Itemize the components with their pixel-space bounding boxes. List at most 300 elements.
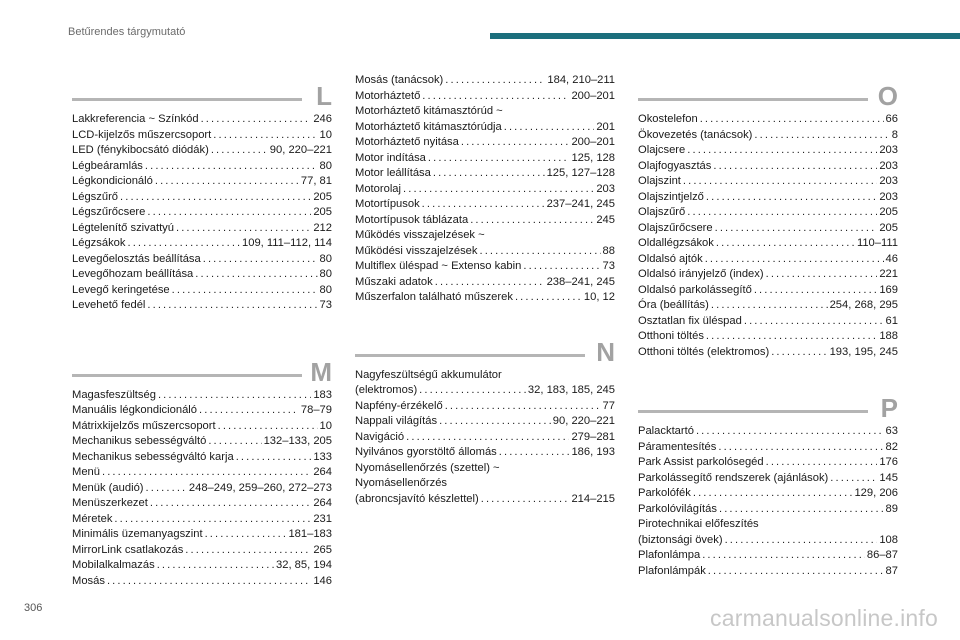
index-entry: [72, 159, 332, 175]
entry-pages: 77: [602, 399, 615, 412]
entry-term: Nappali világítás: [355, 415, 438, 427]
entry-pages: 203: [596, 182, 615, 195]
dot-leader: [128, 236, 241, 252]
section-rule: [72, 98, 302, 101]
index-entry: [638, 267, 898, 283]
entry-term: Levegőelosztás beállítása: [72, 252, 201, 265]
page-number: 306: [24, 602, 43, 614]
index-entry: [72, 174, 332, 190]
dot-leader: [754, 283, 878, 299]
entry-pages: 87: [885, 564, 898, 577]
entry-term: Olajcsere: [638, 144, 686, 156]
entry-pages: 200–201: [571, 89, 615, 102]
entry-pages: 186, 193: [571, 446, 615, 458]
entry-term: Oldalsó ajtók: [638, 252, 703, 265]
index-entry: [355, 244, 615, 260]
index-entry: [355, 197, 615, 213]
entry-term: Olajszűrőcsere: [638, 221, 713, 234]
index-entry: [72, 450, 332, 466]
index-column-1: [72, 78, 332, 589]
entry-term: Méretek: [72, 512, 113, 525]
dot-leader: [830, 471, 877, 487]
entry-pages: 90, 220–221: [552, 415, 615, 427]
dot-leader: [771, 345, 827, 361]
dot-leader: [155, 174, 299, 190]
index-entry: [355, 368, 615, 384]
entry-term: Palacktartó: [638, 425, 694, 437]
entry-term: Működési visszajelzések: [355, 244, 478, 257]
index-entry: [638, 502, 898, 518]
index-entry: [355, 151, 615, 167]
entry-pages: 10: [319, 419, 332, 432]
entry-pages: 203: [879, 159, 898, 172]
entry-term: Parkolófék: [638, 487, 691, 499]
dot-leader: [213, 128, 317, 144]
dot-leader: [199, 403, 299, 419]
entry-term: Lakkreferencia ~ Színkód: [72, 113, 199, 125]
index-entry: [72, 298, 332, 314]
entry-pages: 80: [319, 268, 332, 280]
dot-leader: [504, 120, 595, 136]
dot-leader: [766, 455, 878, 471]
entry-pages: 279–281: [571, 430, 615, 443]
entry-term: Nyilvános gyorstöltő állomás: [355, 446, 497, 458]
index-entry: [355, 461, 615, 477]
dot-leader: [205, 527, 287, 543]
entry-term: Olajszűrő: [638, 206, 686, 218]
section-header-m: [72, 354, 332, 388]
section-letter: L: [316, 81, 332, 111]
dot-leader: [439, 414, 551, 430]
dot-leader: [158, 388, 311, 404]
index-entry: [355, 120, 615, 136]
entry-term: Olajszintjelző: [638, 190, 704, 203]
entry-term: (biztonsági övek): [638, 533, 723, 546]
dot-leader: [515, 290, 582, 306]
dot-leader: [461, 135, 570, 151]
index-entry: [638, 143, 898, 159]
dot-leader: [435, 275, 545, 291]
entry-pages: 245: [596, 213, 615, 226]
entry-term: Motorháztető nyitása: [355, 136, 459, 148]
entry-term: Műszaki adatok: [355, 275, 433, 288]
dot-leader: [146, 481, 187, 497]
entry-pages: 80: [319, 252, 332, 265]
index-entry: [355, 89, 615, 105]
entry-term: Mobilalkalmazás: [72, 559, 155, 571]
dot-leader: [157, 558, 274, 574]
entry-term: Motortípusok: [355, 198, 420, 210]
dot-leader: [702, 548, 865, 564]
entry-pages: 88: [602, 244, 615, 257]
dot-leader: [428, 151, 570, 167]
index-entry: [638, 236, 898, 252]
dot-leader: [208, 434, 261, 450]
index-entry: [72, 403, 332, 419]
index-entry: [355, 259, 615, 275]
entry-pages: 205: [879, 206, 898, 218]
index-entry: [355, 383, 615, 399]
entry-term: Motorháztető kitámasztórúdja: [355, 120, 502, 133]
entry-pages: 264: [313, 497, 332, 509]
index-entry: [72, 543, 332, 559]
entry-term: Mosás: [72, 574, 105, 587]
entry-pages: 80: [319, 283, 332, 296]
entry-term: Oldalsó irányjelző (index): [638, 268, 764, 280]
entry-term: Navigáció: [355, 430, 405, 443]
entry-term: Motor indítása: [355, 151, 426, 164]
entry-pages: 214–215: [571, 492, 615, 505]
dot-leader: [715, 221, 878, 237]
index-entry: [638, 221, 898, 237]
entry-pages: 32, 85, 194: [276, 559, 332, 571]
dot-leader: [754, 128, 889, 144]
entry-term: Parkolássegítő rendszerek (ajánlások): [638, 471, 829, 484]
entry-term: Motorolaj: [355, 182, 402, 195]
dot-leader: [422, 89, 569, 105]
dot-leader: [716, 236, 855, 252]
entry-term: Magasfeszültség: [72, 388, 156, 401]
entry-pages: 205: [879, 221, 898, 234]
entry-pages: 176: [879, 456, 898, 468]
dot-leader: [195, 267, 317, 283]
entry-term: Pirotechnikai előfeszítés: [638, 518, 759, 530]
entry-pages: 264: [313, 466, 332, 478]
index-entry: [355, 290, 615, 306]
entry-pages: 89: [885, 502, 898, 515]
index-entry: [638, 345, 898, 361]
dot-leader: [102, 465, 311, 481]
index-entry: [638, 174, 898, 190]
dot-leader: [766, 267, 878, 283]
dot-leader: [480, 244, 601, 260]
entry-term: Légszűrőcsere: [72, 206, 146, 218]
entry-pages: 73: [602, 260, 615, 272]
index-entry: [638, 533, 898, 549]
index-entry: [72, 112, 332, 128]
entry-pages: 8: [891, 128, 898, 141]
index-entry: [638, 424, 898, 440]
dot-leader: [696, 424, 884, 440]
dot-leader: [725, 533, 878, 549]
entry-term: Mosás (tanácsok): [355, 74, 444, 86]
entry-pages: 110–111: [856, 237, 898, 249]
entry-term: Nyomásellenőrzés: [355, 477, 448, 489]
entry-term: Osztatlan fix üléspad: [638, 314, 742, 327]
entry-pages: 246: [313, 113, 332, 125]
dot-leader: [711, 298, 828, 314]
index-entry: [72, 574, 332, 590]
dot-leader: [523, 259, 600, 275]
dot-leader: [403, 182, 594, 198]
entry-term: LED (fénykibocsátó diódák): [72, 144, 209, 156]
index-entry: [355, 476, 615, 492]
entry-pages: 132–133, 205: [263, 435, 332, 447]
index-entry: [72, 143, 332, 159]
dot-leader: [211, 143, 268, 159]
dot-leader: [406, 430, 569, 446]
index-column-2: [355, 73, 615, 507]
dot-leader: [713, 159, 877, 175]
dot-leader: [172, 283, 318, 299]
section-letter: O: [877, 81, 898, 111]
index-entry: [638, 283, 898, 299]
entry-pages: 80: [319, 159, 332, 172]
index-entry: [355, 166, 615, 182]
entry-pages: 61: [885, 314, 898, 327]
index-entry: [638, 455, 898, 471]
entry-term: Működés visszajelzések ~: [355, 229, 485, 241]
dot-leader: [718, 440, 883, 456]
dot-leader: [422, 197, 545, 213]
dot-leader: [693, 486, 853, 502]
entry-pages: 203: [879, 144, 898, 156]
entries-p: [638, 424, 898, 579]
entries-n: [355, 368, 615, 508]
index-entry: [638, 517, 898, 533]
index-entry: [638, 112, 898, 128]
entry-term: Menüszerkezet: [72, 497, 148, 509]
entry-pages: 10, 12: [583, 291, 615, 303]
entry-pages: 86–87: [866, 549, 898, 561]
dot-leader: [150, 496, 311, 512]
dot-leader: [683, 174, 877, 190]
entry-pages: 73: [319, 299, 332, 311]
entry-pages: 46: [885, 252, 898, 265]
entry-term: Mátrixkijelzős műszercsoport: [72, 419, 216, 432]
index-entry: [355, 445, 615, 461]
dot-leader: [499, 445, 570, 461]
entry-term: Légzsákok: [72, 237, 126, 249]
index-entry: [638, 314, 898, 330]
index-entry: [638, 128, 898, 144]
index-entry: [72, 512, 332, 528]
entry-term: (elektromos): [355, 384, 418, 396]
entries-o: [638, 112, 898, 360]
dot-leader: [700, 112, 884, 128]
entry-pages: 66: [885, 113, 898, 125]
section-header-p: [638, 390, 898, 424]
index-entry: [355, 135, 615, 151]
header-accent-bar: [490, 33, 960, 39]
section-rule: [355, 354, 585, 357]
index-entry: [72, 388, 332, 404]
dot-leader: [433, 166, 545, 182]
entry-term: Park Assist parkolósegéd: [638, 456, 764, 468]
index-entry: [355, 430, 615, 446]
entry-term: Parkolóvilágítás: [638, 502, 717, 515]
entry-term: Mechanikus sebességváltó karja: [72, 450, 234, 463]
index-entry: [72, 496, 332, 512]
index-entry: [72, 465, 332, 481]
entry-pages: 129, 206: [854, 487, 898, 499]
entry-term: Otthoni töltés (elektromos): [638, 345, 770, 358]
entry-pages: 237–241, 245: [546, 198, 615, 210]
dot-leader: [114, 512, 311, 528]
entry-pages: 248–249, 259–260, 272–273: [188, 481, 332, 494]
entry-pages: 90, 220–221: [269, 144, 332, 156]
index-entry: [72, 236, 332, 252]
index-entry: [72, 527, 332, 543]
entry-pages: 78–79: [300, 404, 332, 416]
index-entry: [638, 159, 898, 175]
entry-term: Légszűrő: [72, 190, 119, 203]
index-entry: [355, 492, 615, 508]
index-entry: [355, 73, 615, 89]
entries-m: [72, 388, 332, 590]
dot-leader: [236, 450, 312, 466]
entry-pages: 146: [313, 574, 332, 587]
dot-leader: [120, 190, 311, 206]
entry-term: Légkondicionáló: [72, 175, 153, 187]
entry-pages: 205: [313, 190, 332, 203]
entry-pages: 183: [313, 388, 332, 401]
index-entry: [638, 564, 898, 580]
entry-term: Páramentesítés: [638, 440, 717, 453]
entry-pages: 133: [313, 450, 332, 463]
index-entry: [72, 558, 332, 574]
section-header-l: [72, 78, 332, 112]
dot-leader: [145, 159, 318, 175]
entry-term: Műszerfalon található műszerek: [355, 291, 513, 303]
index-entry: [355, 182, 615, 198]
entry-term: Olajszint: [638, 175, 681, 187]
index-entry: [355, 228, 615, 244]
entry-term: Minimális üzemanyagszint: [72, 528, 203, 540]
entry-pages: 109, 111–112, 114: [242, 237, 332, 249]
entry-pages: 63: [885, 425, 898, 437]
entry-term: (abroncsjavító készlettel): [355, 492, 479, 505]
entry-pages: 10: [319, 128, 332, 141]
index-entry: [638, 329, 898, 345]
dot-leader: [445, 399, 601, 415]
entry-term: Óra (beállítás): [638, 299, 709, 311]
watermark: carmanualsonline.info: [710, 605, 938, 631]
index-entry: [72, 190, 332, 206]
dot-leader: [470, 213, 594, 229]
entry-term: Levehető fedél: [72, 299, 146, 311]
index-entry: [638, 252, 898, 268]
entry-term: Menü: [72, 466, 100, 478]
index-entry: [355, 104, 615, 120]
section-header-n: [355, 334, 615, 368]
dot-leader: [687, 205, 877, 221]
entry-pages: 32, 183, 185, 245: [527, 384, 615, 396]
index-entry: [638, 298, 898, 314]
entry-term: Levegőhozam beállítása: [72, 268, 194, 280]
section-rule: [638, 98, 868, 101]
dot-leader: [705, 252, 884, 268]
entry-term: Menük (audió): [72, 481, 144, 494]
index-entry: [72, 267, 332, 283]
entry-pages: 188: [879, 330, 898, 342]
section-letter: P: [880, 393, 898, 423]
dot-leader: [147, 298, 317, 314]
index-entry: [72, 128, 332, 144]
entry-term: Napfény-érzékelő: [355, 399, 443, 412]
index-entry: [355, 399, 615, 415]
dot-leader: [706, 329, 877, 345]
dot-leader: [185, 543, 311, 559]
entry-pages: 238–241, 245: [546, 275, 615, 288]
index-entry: [355, 275, 615, 291]
entry-pages: 181–183: [288, 528, 332, 540]
dot-leader: [706, 190, 877, 206]
entry-term: Mechanikus sebességváltó: [72, 435, 207, 447]
dot-leader: [708, 564, 884, 580]
entry-term: Plafonlámpa: [638, 549, 701, 561]
index-entry: [72, 283, 332, 299]
index-entry: [638, 190, 898, 206]
entry-term: Olajfogyasztás: [638, 159, 712, 172]
entry-term: Motortípusok táblázata: [355, 213, 469, 226]
entry-term: Otthoni töltés: [638, 330, 704, 342]
dot-leader: [419, 383, 526, 399]
dot-leader: [445, 73, 545, 89]
entry-pages: 125, 128: [571, 151, 615, 164]
entry-pages: 221: [879, 268, 898, 280]
entry-term: MirrorLink csatlakozás: [72, 543, 184, 556]
dot-leader: [481, 492, 570, 508]
entry-term: Oldalsó parkolássegítő: [638, 283, 752, 296]
section-rule: [638, 410, 868, 413]
entry-pages: 193, 195, 245: [829, 345, 898, 358]
index-entry: [72, 434, 332, 450]
entry-pages: 254, 268, 295: [829, 299, 898, 311]
dot-leader: [176, 221, 311, 237]
index-entry: [355, 414, 615, 430]
dot-leader: [744, 314, 884, 330]
section-header-o: [638, 78, 898, 112]
index-entry: [638, 471, 898, 487]
entry-term: LCD-kijelzős műszercsoport: [72, 128, 212, 141]
dot-leader: [147, 205, 311, 221]
entry-pages: 145: [879, 471, 898, 484]
entry-pages: 203: [879, 175, 898, 187]
entry-term: Légbeáramlás: [72, 159, 143, 172]
entry-pages: 125, 127–128: [546, 167, 615, 179]
dot-leader: [719, 502, 884, 518]
entry-term: Levegő keringetése: [72, 283, 170, 296]
dot-leader: [201, 112, 312, 128]
entry-pages: 201: [596, 120, 615, 133]
entry-term: Motor leállítása: [355, 167, 431, 179]
entry-term: Oldallégzsákok: [638, 237, 714, 249]
index-entry: [355, 213, 615, 229]
entry-pages: 265: [313, 543, 332, 556]
entry-term: Motorháztető kitámasztórúd ~: [355, 105, 503, 117]
index-entry: [638, 548, 898, 564]
entry-pages: 200–201: [571, 136, 615, 148]
entry-term: Multiflex üléspad ~ Extenso kabin: [355, 260, 522, 272]
index-entry: [72, 252, 332, 268]
running-header-title: Betűrendes tárgymutató: [68, 26, 186, 38]
entry-pages: 82: [885, 440, 898, 453]
entry-pages: 205: [313, 206, 332, 218]
entry-term: Manuális légkondicionáló: [72, 404, 198, 416]
entry-pages: 203: [879, 190, 898, 203]
dot-leader: [218, 419, 318, 435]
entry-pages: 169: [879, 283, 898, 296]
entry-pages: 212: [313, 221, 332, 234]
entry-term: Légtelenítő szivattyú: [72, 221, 174, 234]
entry-term: Nyomásellenőrzés (szettel) ~: [355, 461, 500, 474]
entry-term: Okostelefon: [638, 113, 698, 125]
dot-leader: [203, 252, 318, 268]
entry-pages: 108: [879, 533, 898, 546]
section-letter: N: [596, 336, 615, 367]
section-letter: M: [310, 356, 332, 387]
